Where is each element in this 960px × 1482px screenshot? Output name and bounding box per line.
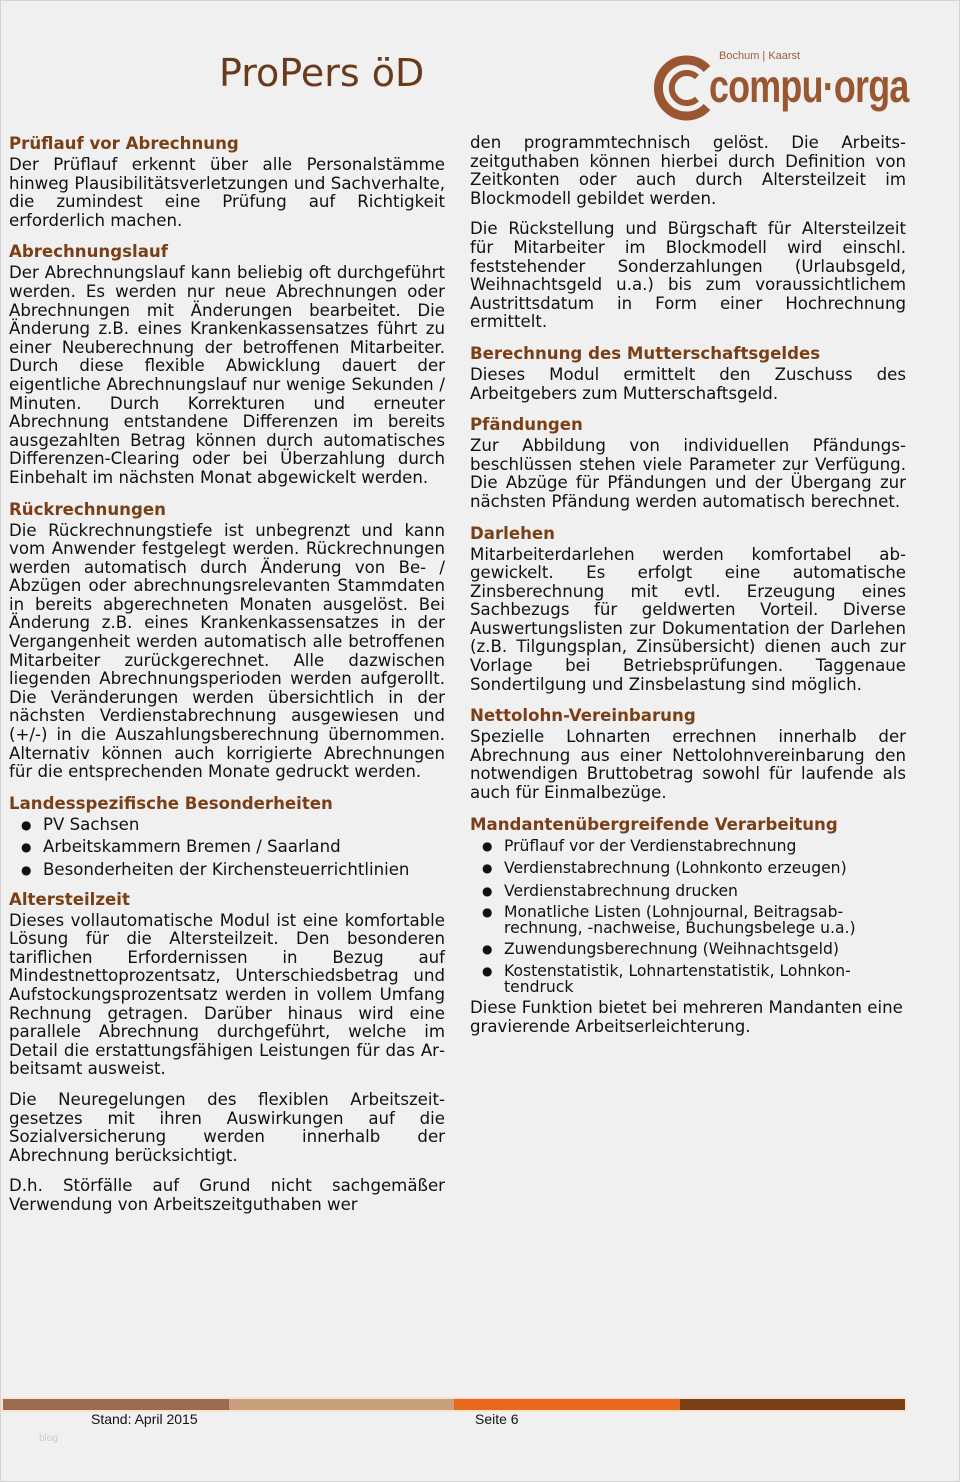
logo-city: Bochum | Kaarst: [719, 50, 801, 62]
list-item: ● Kostenstatistik, Lohnartenstatistik, Lohnkontendruck: [482, 962, 851, 996]
section-heading: Landesspezifische Besonderheiten: [9, 793, 333, 813]
section-heading: Mandantenübergreifende Verarbeitung: [470, 814, 838, 834]
footer-bar-segment: [229, 1399, 455, 1410]
section-pruflauf: [9, 134, 445, 230]
footer-page-number: Seite 6: [475, 1411, 519, 1427]
section-heading: Nettolohn-Vereinbarung: [470, 706, 696, 726]
section-mutterschaft: [470, 344, 906, 403]
section-text: Spezielle Lohnarten errechnen innerhalb der Abrechnung aus einer Nettolohnvereinbarung den notwendigen Bruttobetrag sowohl für laufende als auch für Einmalbezüge.: [470, 727, 906, 803]
list-item: ● Verdienstabrechnung drucken: [482, 881, 738, 900]
list-item: ● Arbeitskammern Bremen / Saarland: [21, 837, 341, 857]
footer-color-bar: [3, 1399, 905, 1410]
section-text: Der Prüflauf erkennt über alle Personalstämme hinweg Plausibilitätsverletzungen und Sachverhalte, die zumindest eine Prüfung auf Richtigkeit erforderlich machen.: [9, 155, 445, 230]
bullet-icon: ●: [21, 863, 32, 877]
page-title: ProPers öD: [219, 51, 425, 95]
compu-orga-logo-icon: [651, 55, 717, 121]
bullet-list: [470, 837, 906, 995]
section-text: Die Rückrechnungstiefe ist unbegrenzt und kann vom Anwender festgelegt werden. Rückrechnungen werden automatisch durch Änderung von Be- / Abzügen oder abrechnungsrelevanten Stammdaten in bereits abgerechneten Monaten ausgelöst. Bei Änderung z.B. eines Krankenkassensatzes in der Vergangenheit werden automatisch alle betroffenen Mitarbeiter zurückgerechnet. Alle dazwischen liegenden Abrechnungsperioden werden aufgerollt. Die Veränderungen werden übersichtlich in der nächsten Verdienstabrechnung ausgewiesen und (+/-) in die Auszahlungsberechnung übernommen. Alternativ können auch korrigierte Abrechnungen für die entsprechenden Monate gedruckt werden.: [9, 520, 445, 782]
list-item: ● Prüflauf vor der Verdienstabrechnung: [482, 836, 797, 855]
section-text: Zur Abbildung von individuellen Pfändungsbeschlüssen stehen viele Parameter zur Verfügung. Die Abzüge für Pfändungen und der Übergang zur nächsten Pfändung werden automatisch berechnet.: [470, 436, 906, 511]
bullet-icon: ●: [482, 838, 493, 853]
section-text: D.h. Störfälle auf Grund nicht sachgemäßer Verwendung von Arbeitszeitguthaben wer: [9, 1176, 445, 1214]
bullet-icon: ●: [482, 964, 493, 978]
section-mandanten: [470, 815, 906, 1037]
list-item: ● Verdienstabrechnung (Lohnkonto erzeugen): [482, 859, 847, 878]
bullet-icon: ●: [21, 840, 32, 855]
left-column: [9, 134, 445, 1215]
section-text: Diese Funktion bietet bei mehreren Mandanten eine gravierende Arbeitserleichterung.: [470, 998, 903, 1036]
bullet-icon: ●: [482, 883, 493, 898]
bullet-icon: ●: [482, 861, 493, 876]
section-heading: Prüflauf vor Abrechnung: [9, 134, 239, 153]
list-item: ● PV Sachsen: [21, 814, 140, 834]
section-text: Der Abrechnungslauf kann beliebig oft durchgeführt werden. Es werden nur neue Abrechnungen oder Abrechnungen mit Änderungen bearbeitet. Die Änderung z.B. eines Krankenkassensatzes führt zu einer Neuberechnung der betroffenen Mitarbeiter. Durch diese flexible Abwicklung dauert der eigentliche Abrechnungslauf nur wenige Sekunden / Minuten. Durch Korrekturen und erneuter Abrechnung entstandene Differenzen im bereits ausgezahlten Betrag können durch automatisches Differenzen-Clearing oder bei Überzahlung durch Einbehalt im nächsten Monat abgewickelt werden.: [9, 263, 445, 487]
section-text: Dieses vollautomatische Modul ist eine komfortable Lösung für die Altersteilzeit. Den besonderen tariflichen Erfordernissen in Bezug auf Mindestnettoprozentsatz, Unterschiedsbetrag und Aufstockungsprozentsatz werden in vollem Umfang Rechnung getragen. Darüber hinaus wird eine parallele Abrechnung durchgeführt, welche im Detail die erstattungsfähigen Leistungen für das Arbeitsamt ausweist.: [9, 910, 445, 1079]
section-pfaendungen: [470, 415, 906, 511]
list-item: ● Besonderheiten der Kirchensteuerrichtlinien: [21, 860, 410, 879]
company-logo: [651, 45, 916, 127]
continuation-text: den programmtechnisch gelöst. Die Arbeitszeitguthaben können hierbei durch Definition von Zeitkonten oder auch durch Altersteilzeit im Blockmodell gebildet werden.: [470, 133, 906, 208]
rueckstellung-text: Die Rückstellung und Bürgschaft für Altersteilzeit für Mitarbeiter im Blockmodell wird einschl. feststehender Sonderzahlungen (Urlaubsgeld, Weihnachtsgeld u.a.) bis zum voraussichtlichem Austrittsdatum in Form einer Hochrechnung ermittelt.: [470, 219, 906, 332]
section-rueckrechnungen: [9, 500, 445, 782]
footer-bar-segment: [3, 1399, 229, 1410]
list-item: ● Monatliche Listen (Lohnjournal, Beitragsabrechnung, -nachweise, Buchungsbelege u.a.): [482, 903, 856, 938]
bullet-icon: ●: [482, 942, 493, 957]
logo-brand: compu·orga: [709, 60, 909, 112]
section-darlehen: [470, 524, 906, 695]
section-heading: Berechnung des Mutterschaftsgeldes: [470, 343, 821, 363]
right-column: [470, 134, 906, 1048]
section-altersteilzeit: [9, 890, 445, 1215]
section-text: Die Neuregelungen des flexiblen Arbeitszeitgesetzes mit ihren Auswirkungen auf die Sozialversicherung werden innerhalb der Abrechnung berücksichtigt.: [9, 1089, 445, 1165]
section-heading: Abrechnungslauf: [9, 242, 168, 262]
section-nettolohn: [470, 706, 906, 802]
section-landesspezifisch: [9, 794, 445, 880]
footer-date: Stand: April 2015: [91, 1411, 198, 1427]
section-heading: Altersteilzeit: [9, 889, 130, 909]
section-text: Mitarbeiterdarlehen werden komfortabel abgewickelt. Es erfolgt eine automatische Zinsberechnung mit evtl. Erzeugung eines Sachbezugs für geldwerten Vorteil. Diverse Auswertungslisten zur Dokumentation der Darlehen (z.B. Tilgungsplan, Zinsübersicht) dienen auch zur Vorlage bei Betriebsprüfungen. Taggenaue Sondertilgung und Zinsbelastung sind möglich.: [470, 544, 906, 694]
footer-bar-segment: [680, 1399, 906, 1410]
section-text: Dieses Modul ermittelt den Zuschuss des Arbeitgebers zum Mutterschaftsgeld.: [470, 364, 906, 403]
watermark: blog: [39, 1433, 58, 1444]
list-item: ● Zuwendungsberechnung (Weihnachtsgeld): [482, 940, 839, 959]
section-heading: Rückrechnungen: [9, 499, 166, 519]
footer-bar-segment: [454, 1399, 680, 1410]
section-abrechnungslauf: [9, 242, 445, 487]
section-heading: Pfändungen: [470, 415, 583, 435]
bullet-list: [9, 816, 445, 880]
section-heading: Darlehen: [470, 523, 555, 543]
bullet-icon: ●: [482, 905, 493, 920]
bullet-icon: ●: [21, 817, 32, 832]
